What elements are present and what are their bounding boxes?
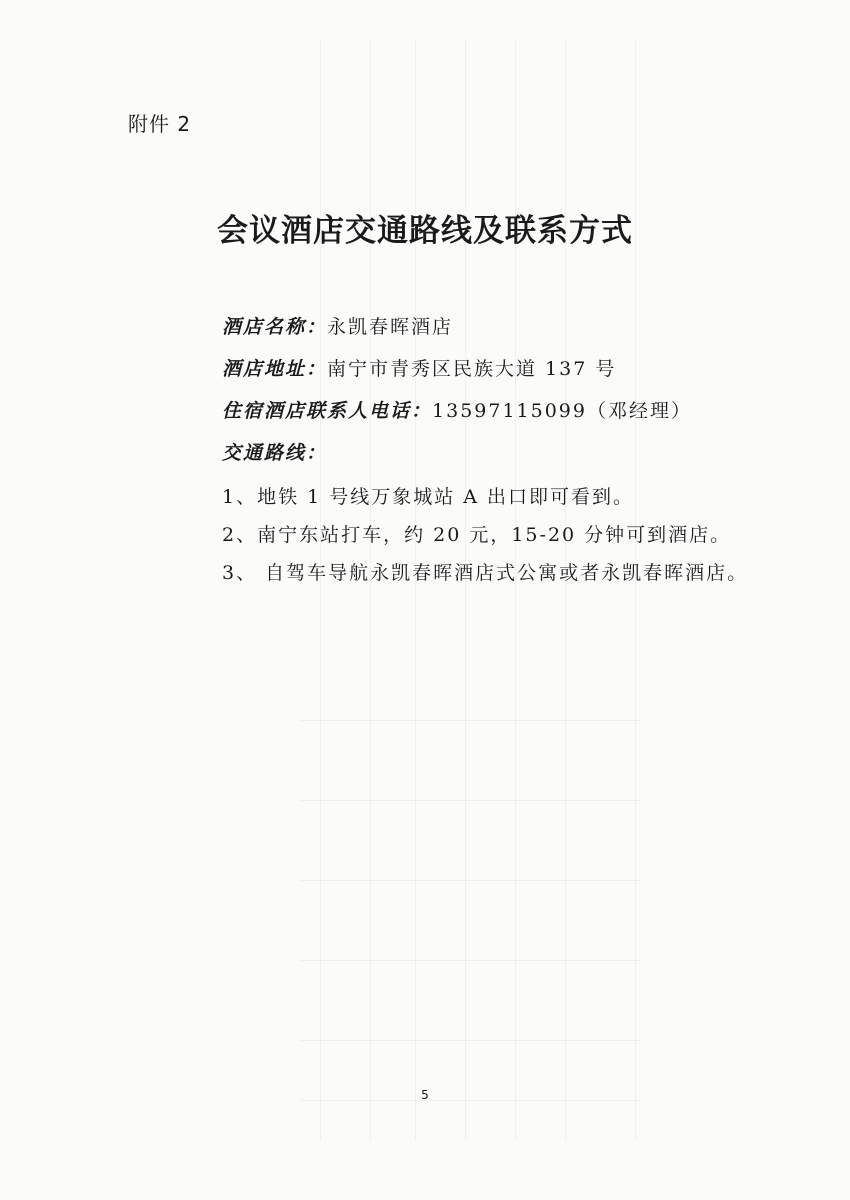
page-number: 5: [421, 1088, 429, 1102]
route-item: 1、地铁 1 号线万象城站 A 出口即可看到。: [222, 486, 635, 508]
routes-heading: 交通路线：: [222, 442, 328, 464]
route-item: 3、 自驾车导航永凯春晖酒店式公寓或者永凯春晖酒店。: [222, 562, 749, 584]
hotel-name-value: 永凯春晖酒店: [327, 316, 454, 338]
hotel-info: [222, 306, 782, 474]
route-list: [222, 478, 802, 592]
hotel-contact-value: 13597115099（邓经理）: [432, 400, 692, 422]
hotel-contact-label: 住宿酒店联系人电话：: [222, 400, 433, 422]
routes-heading-line: [222, 432, 782, 474]
hotel-address-value: 南宁市青秀区民族大道 137 号: [327, 358, 617, 380]
hotel-contact-line: [222, 390, 782, 432]
hotel-address-label: 酒店地址：: [222, 358, 328, 380]
page-title: 会议酒店交通路线及联系方式: [217, 213, 633, 249]
hotel-name-label: 酒店名称：: [222, 316, 328, 338]
hotel-name-line: [222, 306, 782, 348]
annex-label: 附件 2: [128, 112, 192, 136]
hotel-address-line: [222, 348, 782, 390]
route-item: 2、南宁东站打车，约 20 元，15-20 分钟可到酒店。: [222, 524, 732, 546]
